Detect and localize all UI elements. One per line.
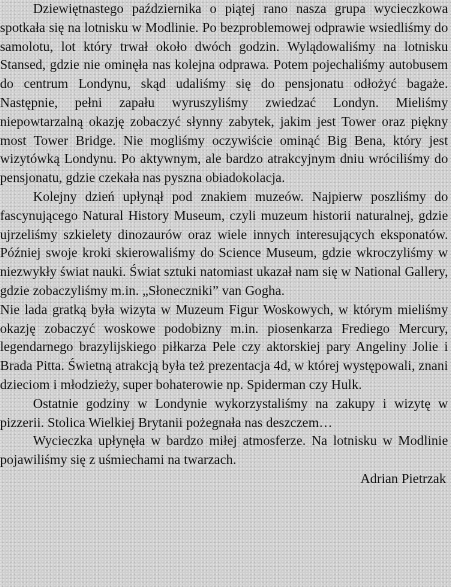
paragraph-museums: Kolejny dzień upłynął pod znakiem muzeów. Najpierw poszliśmy do fascynującego Natural History Museum, czyli muzeum historii naturalnej, gdzie ujrzeliśmy szkielety dinozaurów oraz wiele innych interesujących eksponatów. Później swoje kroki skierowaliśmy do Science Museum, gdzie wkroczyliśmy w niezwykły świat nauki. Świat sztuki natomiast ukazał nam się w National Gallery, gdzie zobaczyliśmy m.in. „Słoneczniki” van Gogha.	[0, 188, 448, 298]
paragraph-summary: Wycieczka upłynęła w bardzo miłej atmosferze. Na lotnisku w Modlinie pojawiliśmy się z uśmiechami na twarzach.	[0, 433, 448, 468]
paragraph-wax-museum: Nie lada gratką była wizyta w Muzeum Figur Woskowych, w którym mieliśmy okazję zobaczyć woskowe podobizny m.in. piosenkarza Frediego Mercury, legendarnego brazylijskiego piłkarza Pele czy aktorskiej pary Angeliny Jolie i Brada Pitta. Świetną atrakcją była też prezentacja 4d, w której występowali, znani dzieciom i młodzieży, super bohaterowie np. Spiderman czy Hulk.	[0, 301, 448, 392]
author-signature: Adrian Pietrzak	[360, 470, 446, 486]
paragraph-last-hours: Ostatnie godziny w Londynie wykorzystaliśmy na zakupy i wizytę w pizzerii. Stolica Wielkiej Brytanii pożegnała nas deszczem…	[0, 395, 448, 430]
paragraph-arrival: Dziewiętnastego października o piątej rano nasza grupa wycieczkowa spotkała się na lotnisku w Modlinie. Po bezproblemowej odprawie wsiedliśmy do samolotu, lot który trwał około dwóch godzin. Wylądowaliśmy na lotnisku Stansed, gdzie nie ominęła nas kolejna odprawa. Potem pojechaliśmy autobusem do centrum Londynu, skąd udaliśmy się do pensjonatu odłożyć bagaże. Następnie, pełni zapału wyruszyliśmy zwiedzać Londyn. Mieliśmy niepowtarzalną okazję zobaczyć słynny zabytek, jakim jest Tower oraz piękny most Tower Bridge. Nie mogliśmy oczywiście ominąć Big Bena, który jest wizytówką Londynu. Po aktywnym, ale bardzo atrakcyjnym dniu wróciliśmy do pensjonatu, gdzie czekała nas pyszna obiadokolacja.	[0, 1, 448, 186]
